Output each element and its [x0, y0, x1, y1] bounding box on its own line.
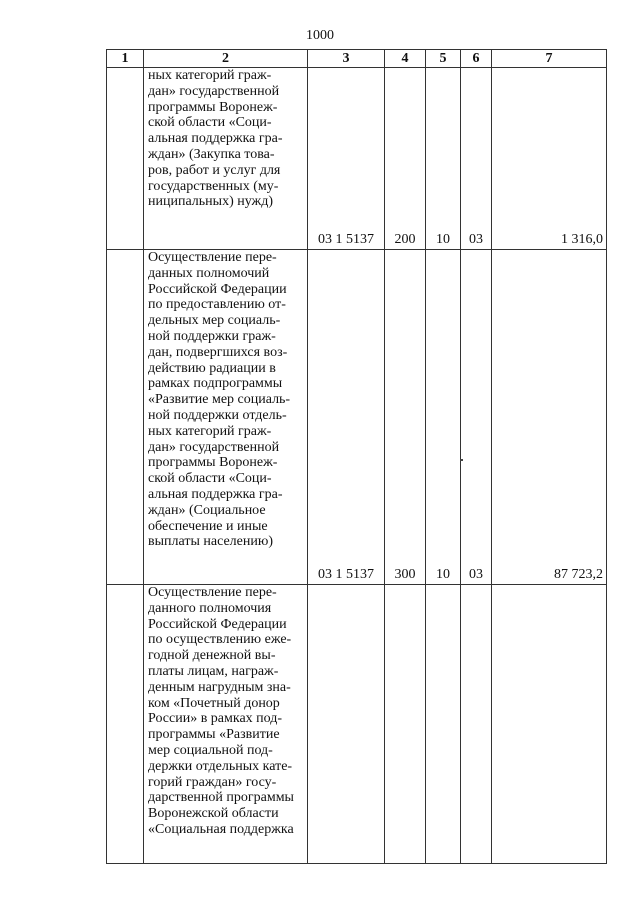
description-line: дарственной программы	[148, 790, 294, 806]
description-line: Осуществление пере-	[148, 585, 277, 600]
description-line: мер социальной под-	[148, 742, 273, 758]
subsection-cell: 03	[461, 250, 492, 585]
expense-type-cell	[385, 585, 426, 864]
amount-cell	[492, 585, 607, 864]
row-number-cell	[107, 68, 144, 250]
description-line: Российской Федерации	[148, 616, 287, 632]
section-cell	[426, 585, 461, 864]
table-row	[107, 68, 607, 250]
description-line: Российской Федерации	[148, 281, 287, 297]
description-line: денным нагрудным зна-	[148, 679, 291, 695]
description-line: альная поддержка гра-	[148, 131, 283, 147]
description-line: ской области «Соци-	[148, 115, 272, 131]
description-line: годной денежной вы-	[148, 648, 276, 664]
column-header-5: 5	[426, 50, 461, 68]
description-line: платы лицам, награж-	[148, 663, 279, 679]
row-number-cell	[107, 250, 144, 585]
description-line: программы Воронеж-	[148, 99, 278, 115]
column-header-4: 4	[385, 50, 426, 68]
description-line: действию радиации в	[148, 360, 276, 376]
description-line: ком «Почетный донор	[148, 695, 280, 711]
description-line: держки отдельных кате-	[148, 758, 293, 774]
table-row	[107, 250, 607, 585]
description-line: дан, подвергшихся воз-	[148, 344, 288, 360]
description-line: ждан» (Социальное	[148, 502, 266, 518]
description-line: ниципальных) нужд)	[148, 194, 273, 210]
column-header-1: 1	[107, 50, 144, 68]
description-line: Осуществление пере-	[148, 250, 277, 265]
description-line: ных категорий граж-	[148, 68, 272, 83]
column-header-7: 7	[492, 50, 607, 68]
description-line: дельных мер социаль-	[148, 313, 281, 329]
expense-type-cell: 300	[385, 250, 426, 585]
description-line: «Социальная поддержка	[148, 821, 294, 837]
description-cell	[144, 68, 308, 250]
description-line: по осуществлению еже-	[148, 632, 292, 648]
budget-table	[106, 49, 607, 864]
description-line: ной поддержки граж-	[148, 328, 276, 344]
description-line: программы Воронеж-	[148, 455, 278, 471]
page-number: 1000	[306, 28, 334, 43]
column-header-6: 6	[461, 50, 492, 68]
description-line: ров, работ и услуг для	[148, 162, 281, 178]
subsection-cell: 03	[461, 68, 492, 250]
column-header-2: 2	[144, 50, 308, 68]
subsection-cell	[461, 585, 492, 864]
description-line: программы «Развитие	[148, 727, 280, 743]
description-line: ждан» (Закупка това-	[148, 146, 275, 162]
section-cell: 10	[426, 68, 461, 250]
description-line: ной поддержки отдель-	[148, 407, 287, 423]
description-line: России» в рамках под-	[148, 711, 283, 727]
amount-cell: 87 723,2	[492, 250, 607, 585]
description-line: ской области «Соци-	[148, 471, 272, 487]
description-line: «Развитие мер социаль-	[148, 392, 291, 408]
description-line: горий граждан» госу-	[148, 774, 277, 790]
amount-cell: 1 316,0	[492, 68, 607, 250]
description-line: выплаты населению)	[148, 534, 273, 550]
target-article-cell: 03 1 5137	[308, 250, 385, 585]
row-number-cell	[107, 585, 144, 864]
description-line: рамках подпрограммы	[148, 376, 283, 392]
description-cell	[144, 250, 308, 585]
description-line: ных категорий граж-	[148, 423, 272, 439]
header-row	[107, 50, 607, 68]
description-cell	[144, 585, 308, 864]
description-line: данного полномочия	[148, 600, 272, 616]
expense-type-cell: 200	[385, 68, 426, 250]
table-row	[107, 585, 607, 864]
description-line: альная поддержка гра-	[148, 486, 283, 502]
column-header-3: 3	[308, 50, 385, 68]
target-article-cell	[308, 585, 385, 864]
description-line: по предоставлению от-	[148, 297, 286, 313]
description-line: государственных (му-	[148, 178, 279, 194]
scan-speck	[460, 459, 463, 461]
description-line: дан» государственной	[148, 439, 280, 455]
description-line: Воронежской области	[148, 806, 279, 822]
description-line: данных полномочий	[148, 265, 270, 281]
description-line: обеспечение и иные	[148, 518, 268, 534]
section-cell: 10	[426, 250, 461, 585]
description-line: дан» государственной	[148, 83, 280, 99]
target-article-cell: 03 1 5137	[308, 68, 385, 250]
